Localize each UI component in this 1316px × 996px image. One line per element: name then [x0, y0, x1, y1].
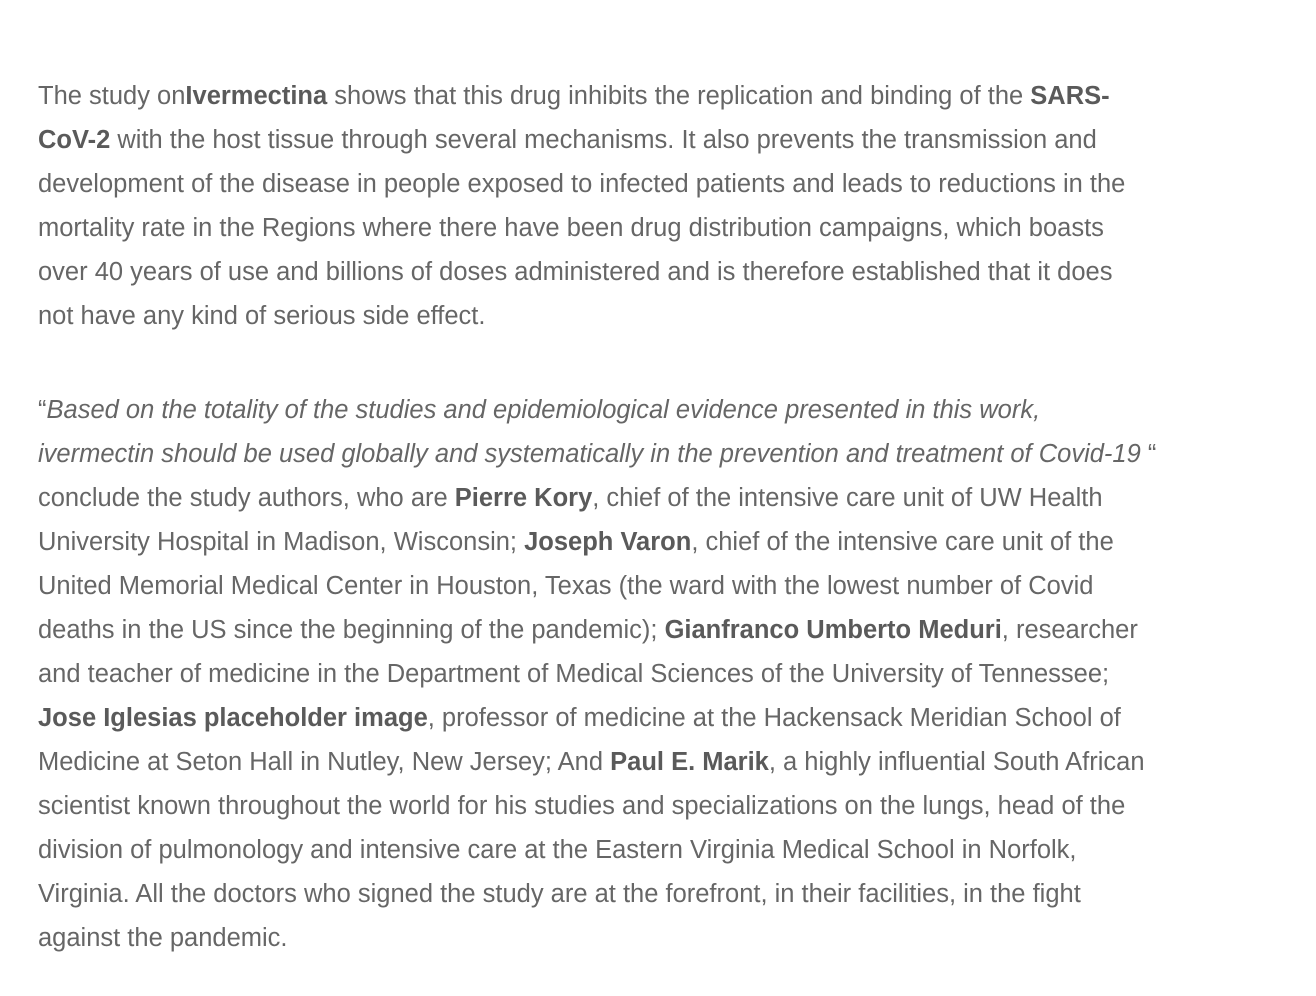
text-segment: The study on: [38, 82, 186, 110]
drug-name-bold: Ivermectina: [185, 82, 328, 110]
text-segment: shows that this drug inhibits the replication and binding of the: [327, 82, 1031, 110]
open-quote: “: [38, 396, 47, 424]
close-quote: “: [1147, 440, 1157, 468]
article-body: [38, 74, 1300, 960]
text-segment: , researcher and teacher of medicine in the Department of Medical Sciences of the University of Tennessee;: [38, 616, 1138, 688]
author-name: Jose Iglesias placeholder image: [38, 704, 428, 732]
text-segment: , chief of the intensive care unit of UW Health University Hospital in Madison, Wisconsin;: [38, 484, 1103, 556]
paragraph-study-authors: [38, 388, 1300, 960]
virus-name-bold: SARS- CoV-2: [38, 82, 1110, 154]
author-name: Gianfranco Umberto Meduri: [664, 616, 1002, 644]
author-name: Joseph Varon: [524, 528, 692, 556]
text-segment: , professor of medicine at the Hackensack Meridian School of Medicine at Seton Hall in Nutley, New Jersey; And: [38, 704, 1121, 776]
author-name: Pierre Kory: [454, 484, 593, 512]
text-segment: , chief of the intensive care unit of the United Memorial Medical Center in Houston, Texas (the ward with the lowest number of Covid deaths in the US since the beginning of the pandemic);: [38, 528, 1114, 644]
text-segment: with the host tissue through several mechanisms. It also prevents the transmission and development of the disease in people exposed to infected patients and leads to reductions in the mortality rate in the Regions where there have been drug distribution campaigns, which boasts over 40 years of use and billions of doses administered and is therefore established that it does not have any kind of serious side effect.: [38, 126, 1126, 330]
paragraph-ivermectin-study: [38, 74, 1300, 338]
text-segment: conclude the study authors, who are: [38, 484, 448, 512]
author-name: Paul E. Marik: [610, 748, 769, 776]
study-quote-italic: Based on the totality of the studies and epidemiological evidence presented in this work, ivermectin should be used globally and systematically in the prevention and treatment of Covid-19: [38, 396, 1141, 468]
text-segment: , a highly influential South African scientist known throughout the world for his studies and specializations on the lungs, head of the division of pulmonology and intensive care at the Eastern Virginia Medical School in Norfolk, Virginia. All the doctors who signed the study are at the forefront, in their facilities, in the fight against the pandemic.: [38, 748, 1145, 952]
